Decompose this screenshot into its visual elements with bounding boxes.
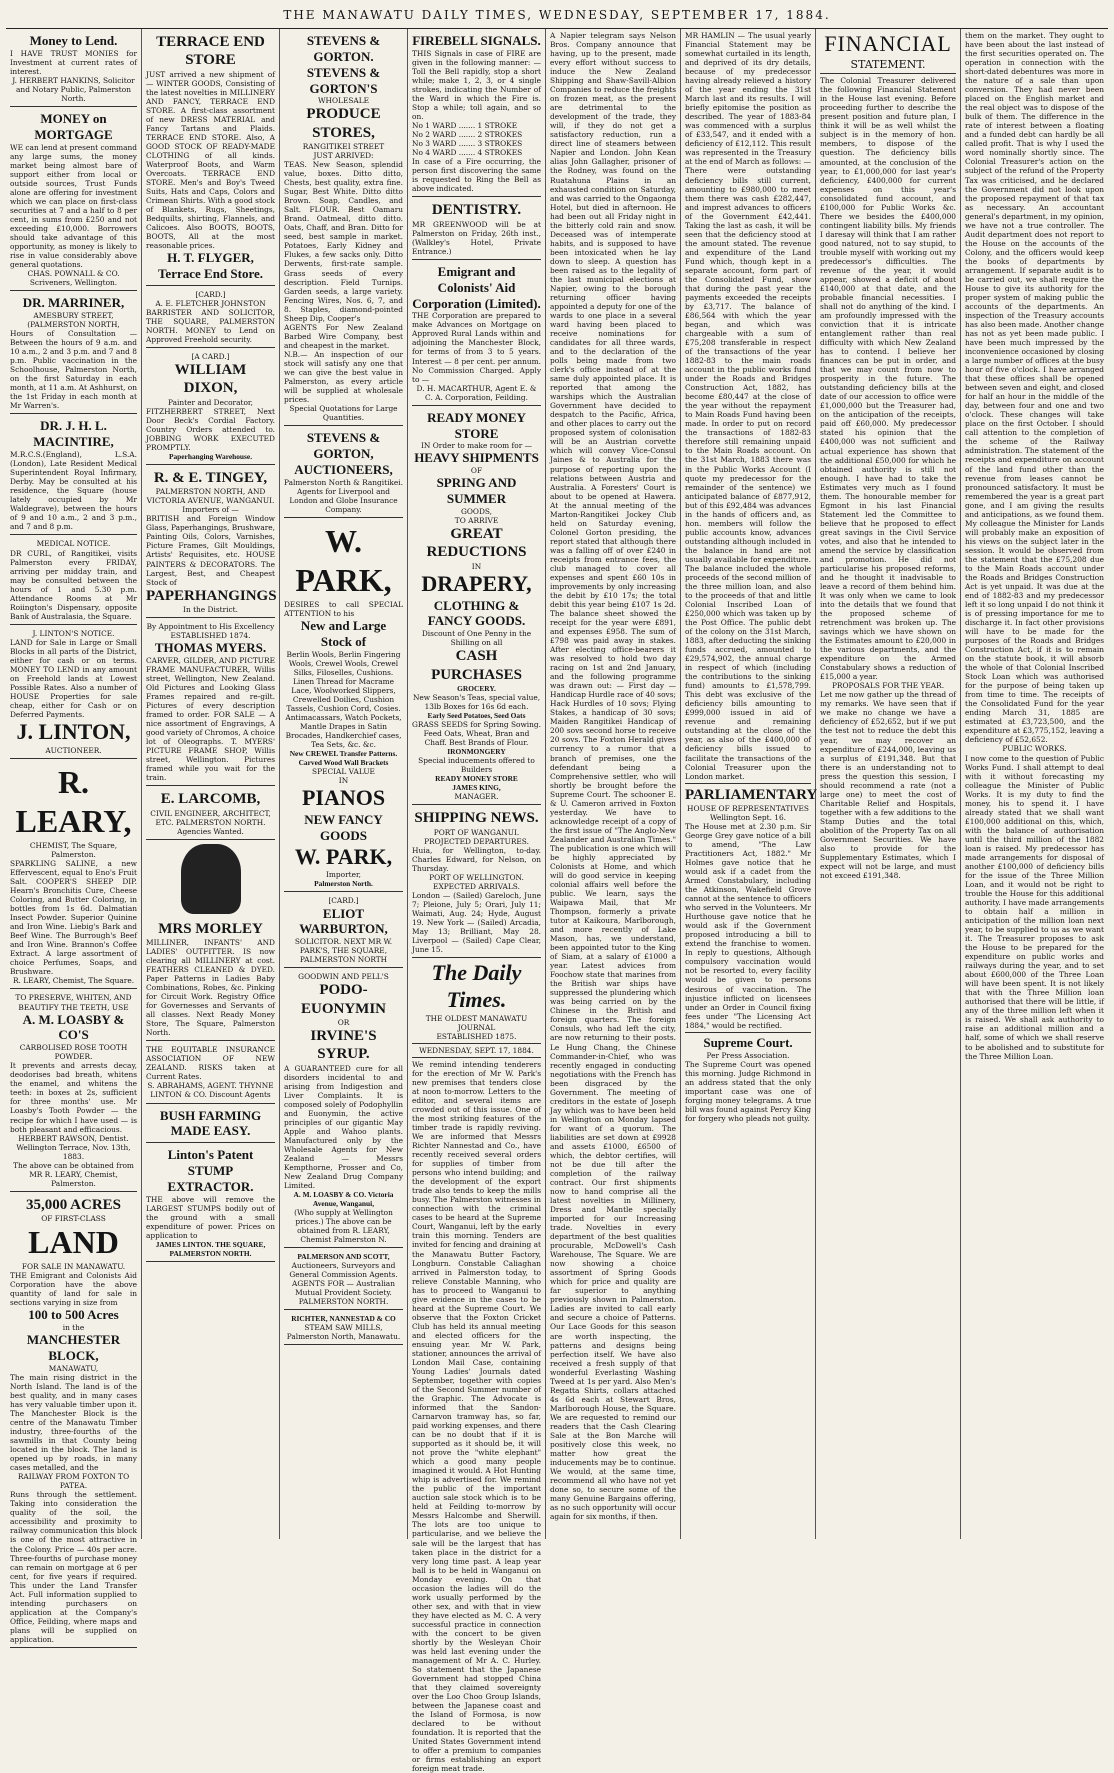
ad-title: TERRACE END STORE bbox=[156, 34, 265, 69]
divider bbox=[412, 1043, 541, 1044]
ad-text: THE EQUITABLE INSURANCE ASSOCIATION OF NEW ZEALAND. RISKS taken at Current Rates. bbox=[146, 1045, 275, 1082]
ad-title: Linton's Patent STUMP EXTRACTOR. bbox=[167, 1147, 254, 1194]
financial-title: FINANCIAL bbox=[824, 31, 952, 56]
ad-podo-euonymin bbox=[284, 970, 403, 1248]
ad-title: PODO-EUONYMIN bbox=[301, 982, 386, 1017]
ad-in: IN bbox=[471, 561, 482, 571]
ad-drapery: DRAPERY, bbox=[421, 570, 532, 596]
ward-line: No 4 WARD ....... 4 STROKES bbox=[412, 148, 523, 158]
ad-text: THE Corporation are prepared to make Advances on Mortgage on Approved Rural Lands within and adjoining the Manchester Block, for terms of from 3 to 5 years. Interest — 8 per cent. per annum. No Commission Charged. Apply to — bbox=[412, 311, 541, 384]
ad-larcomb bbox=[146, 788, 275, 839]
ad-firebell-signals bbox=[412, 31, 541, 197]
divider bbox=[412, 1057, 541, 1058]
ad-text: BRITISH and Foreign Window Glass, Paperhangings, Brushware, Painting Oils, Colors, Varnishes, Picture Frames, Gilt Mouldings, Artists' Requisites, etc. HOUSE PAINTERS & DECORATORS. The Largest, Best, and Cheapest Stock of bbox=[146, 514, 275, 587]
ad-title: THOMAS MYERS. bbox=[154, 640, 267, 655]
editorial bbox=[412, 960, 541, 1773]
ad-subtitle: CHEMIST, The Square, Palmerston. bbox=[29, 840, 118, 860]
ward-line: No 3 WARD ....... 3 STROKES bbox=[412, 139, 523, 149]
ad-discount: Discount of One Penny in the Shilling on all bbox=[421, 629, 532, 648]
ad-text: STEAM SAW MILLS, Palmerston North, Manawatu. bbox=[286, 1323, 401, 1342]
ad-stores: PRODUCE STORES, bbox=[306, 106, 381, 141]
ad-eliot-warburton bbox=[284, 894, 403, 968]
ad-title: FIREBELL SIGNALS. bbox=[412, 33, 541, 48]
ad-stump-extractor bbox=[146, 1145, 275, 1262]
ad-iron-text: Special inducements offered to Builders bbox=[418, 756, 535, 775]
parliamentary-title: PARLIAMENTARY bbox=[685, 786, 818, 803]
expected-arrivals: EXPECTED ARRIVALS. bbox=[433, 881, 520, 891]
ad-appointment: By Appointment to His Excellency bbox=[146, 621, 275, 631]
ad-wood: Carved Wood Wall Brackets bbox=[298, 757, 389, 767]
ad-text: Auctioneers, Surveyors and General Commission Agents. AGENTS FOR — Australian Mutual Provident Society. PALMERSTON NORTH. bbox=[289, 1261, 398, 1307]
ad-text: A GUARANTEED cure for all disorders incidental to and arising from Indigestion and Liver Complaints. It is composed solely of Podophyllin and Euonymin, the active principles of our gigantic May Apple and Wahoo plants. Manufactured only by the Wholesale Agents for New Zealand — Messrs Kempthorne, Prosser and Co, New Zealand Drug Company Limited. bbox=[284, 1063, 403, 1190]
ad-more: The main rising district in the North Island. The land is of the best quality, and in many cases has very valuable timber upon it. The Manchester Block is the centre of the Manawatu Timber industry, three-fourths of the sawmills in that County being located in the block. The land is opened up by roads, in many cases metalled, and the bbox=[10, 1372, 137, 1473]
ad-of: OF bbox=[470, 466, 483, 476]
ad-paperhangings: PAPERHANGINGS bbox=[146, 587, 277, 604]
ad-emigrant-corporation bbox=[412, 262, 541, 406]
ad-text: TEAS. New Season, splendid value, boxes. Ditto ditto, Chests, best quality, extra fine. Sugar, Best White. Ditto ditto Brown. Soap, Candles, and Salt. FLOUR. Best Oamaru Brand. Oatmeal, ditto ditto. Oats, Chaff, and Bran. Ditto for seed, best sample in market. Potatoes, Early Kidney and Flukes, a few sacks only. Ditto Derwents, first-rate sample. Grass seeds of every description. Field Turnips. Garden seeds, a large variety. Fencing Wires, Nos. 6, 7, and 8. Staples, diamond-pointed Sheep Dip, Cooper's bbox=[284, 160, 403, 323]
ad-note: N.B.— An inspection of our stock will satisfy any one that we can give the best value in Palmerston, as every article will be supplied at wholesale prices. bbox=[284, 349, 403, 404]
port-heading: PORT OF WANGANUI. bbox=[433, 827, 520, 837]
ad-text: Agencies Wanted. bbox=[177, 826, 244, 836]
ad-name: A. M. LOASBY & CO'S bbox=[22, 1011, 125, 1043]
ad-in: in the bbox=[62, 1323, 85, 1333]
ad-money-on-mortgage bbox=[10, 109, 137, 291]
supreme-court-subtitle: Per Press Association. bbox=[706, 1050, 790, 1060]
ad-heavy: HEAVY SHIPMENTS bbox=[414, 450, 539, 466]
supreme-court-title: Supreme Court. bbox=[703, 1034, 793, 1050]
ad-signature: S. ABRAHAMS, AGENT. THYNNE LINTON & CO. Discount Agents bbox=[147, 1081, 274, 1100]
ad-manager: MANAGER. bbox=[454, 792, 499, 802]
column-7 bbox=[816, 29, 961, 1539]
shipping-news bbox=[412, 807, 541, 958]
ad-goods: GOODS, bbox=[460, 507, 493, 517]
ad-tooth-powder bbox=[10, 991, 137, 1191]
public-works-text: I now come to the question of Public Works Fund. I shall attempt to deal with it without forecasting my colleague the Minister of Public Works. It is my duty to find the money, his to spend it. I have already stated that we shall want £100,000 additional on this, which, with the balance of authorisation until the third million of the 1882 loan is raised. My predecessor has made arrangements for disposal of another £100,000 of deficiency bills for the issue of the Three Million Loan, and it would not be right to trouble the House for this additional authority. I have made arrangements to obtain half a million in anticipation of the million loan next year, to be supplied to us as we want it. The Treasurer proposes to ask the House to be prepared for the expenditure on public works and railways during the year, and to set about £600,000 of the Three Loan will have been spent. It is not likely that with the Three Million loan authorised that there will be little, if any of the three million left when it is raised. We shall ask authority to raise an additional million and a half, some of which we shall reserve to be abolished and to substitute for the Three Million Loan. bbox=[965, 753, 1104, 1061]
ad-text: THE above will remove the LARGEST STUMPS bodily out of the ground with a small expenditure of power. Prices on application to bbox=[146, 1194, 275, 1240]
ad-cash: CASH PURCHASES bbox=[431, 648, 522, 683]
financial-text: The Colonial Treasurer delivered the following Financial Statement in the House last evening. Before proceeding further to describe the present position and future plan, I think it will be as well whilst the subject is in the memory of hon. members, to dispose of the question. The deficiency bills amounted, at the conclusion of the year, to £1,000,000 for last year's deficiency, £400,000 for current expenses on this year's consolidated fund account, and £100,000 for Public Works &c. There we besides the £400,000 contingent liability bills. My friends I daresay will think that I am rather good natured, not to say stupid, to trouble myself with working out my predecessor's difficulties. The revenue of the year, it would appear, showed a deficit of about £140,000 at that date, and the probable financial necessities. I shall not do anything of the kind. I am profoundly impressed with the conviction that it is intricate entanglement rather than real difficulty with which New Zealand has to contend. I believe her finances can be put in order, and that we may count from now to prosperity in the future. The outstanding deficiency bills at the date of our accession to office were £1,000,000 but the Treasurer had, on the anticipation of the receipts, paid off £60,000. My predecessor stated his opinion that the £400,000 was not sufficient and actual experience has shown that the additional £50,000 for which he obtained authority is still not enough. I have had to take the Estimates very much as I found them. The honourable member for Egmont in his last Financial Statement led the Committee to believe that he proposed to effect great savings in the Civil Service votes, and also that he intended to amend the service by classification and promotion. He did not particularise his proposed reforms, and he thought it inadvisable to leave a record of them behind him. It was only when we came to look into the details that we found that the proposed scheme of retrenchment was broken up. The savings which we have shown on the Estimates amount to £20,000 in the various departments, and the expenditure on the Armed Constabulary shows a reduction of £15,000 a year. bbox=[820, 76, 956, 682]
columns bbox=[6, 29, 1108, 1773]
ad-equitable-insurance bbox=[146, 1043, 275, 1103]
ad-rms: READY MONEY STORE bbox=[435, 774, 518, 784]
ad-r-leary bbox=[10, 761, 137, 990]
ad-title: MEDICAL NOTICE. bbox=[36, 539, 111, 549]
ad-thomas-myers bbox=[146, 620, 275, 786]
financial-text: MR HAMLIN — The usual yearly Financial Statement may be somewhat curtailed in its length, and deprived of its dry details, because of my predecessor having already relieved a history of the year ending the 31st March last and its results. I will briefly epitomise the position as described. The year of 1883-84 was commenced with a surplus of £33,547, and it ended with a deficiency of £12,112. This result was represented in the Treasury at the end of March as follows: — There were outstanding deficiency bills still current, amounting to £980,000 to meet them there was cash £282,447, and imprest advances to officers of the Government £42,441. Taking the last as cash, it will be seen that the deficiency stood at the amount stated. The revenue and expenditure of the Land Fund which, though kept in a separate account, form part of the Consolidated Fund, show that during the past year the payments exceeded the receipts by £3,717. The balance of £86,564 with which the year began, and which was chargeable with a sum of £75,208 transferable in respect of the transactions of the year 1882-83 to the main roads account in the public works fund under the Roads and Bridges Construction Act, 1882, has become £80,447 at the close of the year without the repayment to Main Roads Fund having been made. In order to put on record the transactions of 1882-83 therefore still remaining unpaid to the Main Roads account. On the 31st March, 1883 there was in the Public Works Account (I quote my predecessor for the remainder of the sentence) we anticipated balance of £877,912, but of this £92,484 was advances in the hands of officers and, as hon. members will follow the public accounts know, advances outstanding although included in the balance in hand are not usually available for expenditure. The balance included the whole proceeds of the second million of the three million loan, and also to the proceeds of that and little Colonial Inscribed Loan of £250,000 which was taken up by the Post Office. The public debt of the colony on the 31st March, 1883, after deducting the sinking funds accrued, amounted to £29,574,902, the annual charge in respect of which (including the contributions to the sinking fund) amounts to £1,578,799. This debt was exclusive of the deficiency bills amounting to £999,000 issued in aid of revenue and remaining outstanding at the close of the year, as also of the £400,000 of deficiency bills issued to facilitate the transactions of the Colonial Treasurer upon the London market. bbox=[685, 31, 811, 781]
shipping-text: Huia, for Wellington, to-day. Charles Edward, for Nelson, on Thursday. bbox=[412, 845, 541, 873]
column-3 bbox=[280, 29, 408, 1539]
ad-spring: SPRING AND SUMMER bbox=[436, 475, 517, 507]
ad-land: LAND bbox=[28, 1224, 119, 1261]
column-4 bbox=[408, 29, 546, 1773]
financial-subtitle: STATEMENT. bbox=[850, 57, 926, 71]
ad-title: DR. MARRINER, bbox=[22, 295, 125, 311]
ad-subtitle: AUCTIONEERS, bbox=[294, 461, 393, 477]
ad-title: MONEY on MORTGAGE bbox=[34, 111, 113, 142]
ad-land-for-sale bbox=[10, 1194, 137, 1648]
divider bbox=[685, 1032, 811, 1033]
ad-footer: The above can be obtained from MR R. LEARY, Chemist, Palmerston. bbox=[13, 1160, 134, 1188]
ad-card: [CARD.] bbox=[328, 896, 359, 906]
ad-subtitle: CARBOLISED ROSE TOOTH POWDER. bbox=[19, 1043, 128, 1062]
ad-heading: TO PRESERVE, WHITEN, AND BEAUTIFY THE TEETH, USE bbox=[15, 993, 132, 1012]
paper-subtitle: THE OLDEST MANAWATU JOURNAL bbox=[425, 1013, 528, 1032]
ad-clothing: CLOTHING & FANCY GOODS. bbox=[427, 597, 526, 629]
ad-new: New and Large Stock of bbox=[300, 617, 387, 649]
ad-subtitle: AMESBURY STREET, (PALMERSTON NORTH, bbox=[27, 311, 120, 330]
ad-signature: D. H. MACARTHUR, Agent E. & C. A. Corporation, Feilding. bbox=[416, 383, 537, 402]
ad-title-2: STEVENS & GORTON'S bbox=[306, 64, 381, 96]
hand-illustration bbox=[181, 844, 241, 914]
ad-subtitle: AUCTIONEER. bbox=[45, 745, 102, 755]
parliamentary-place: Wellington Sept. 16. bbox=[709, 812, 787, 822]
ad-importer: Importer, bbox=[325, 870, 362, 880]
ad-text: BARRISTER AND SOLICITOR, THE SQUARE, PALMERSTON NORTH. MONEY to Lend on Approved Freehold security. bbox=[146, 308, 275, 345]
ad-text: Hours of Consultation — Between the hours of 9 a.m. and 10 a.m., 2 and 3 p.m. and 7 and 8 p.m. Public vaccination in the Schoolhouse, Palmerston North, on the first Saturday in each month, at 11 a.m. At Ashhurst, on the 1st Friday in each month at Mr Warren's. bbox=[10, 329, 137, 411]
ad-place: MANAWATU, bbox=[48, 1363, 99, 1373]
divider bbox=[820, 73, 956, 74]
ad-great: GREAT REDUCTIONS bbox=[426, 526, 527, 561]
ad-note: (Who supply at Wellington prices.) The above can be obtained from R. LEARY, Chemist Palmerston N. bbox=[294, 1208, 393, 1245]
ad-in: IN bbox=[338, 776, 349, 786]
ad-dentistry bbox=[412, 199, 541, 259]
ad-title: E. LARCOMB, bbox=[160, 791, 261, 808]
ad-palmerson-scott bbox=[284, 1250, 403, 1310]
section-title: SHIPPING NEWS. bbox=[414, 810, 539, 827]
ad-grocery: GROCERY. bbox=[457, 683, 496, 693]
ad-title: W. PARK, bbox=[295, 522, 392, 598]
ad-location: Palmerston North. bbox=[314, 879, 373, 889]
ad-title: BUSH FARMING MADE EASY. bbox=[159, 1107, 262, 1139]
ad-stevens-gorton-auctioneers bbox=[284, 428, 403, 518]
ad-signature: R. LEARY, Chemist, The Square. bbox=[12, 976, 135, 986]
ad-text: M.R.C.S.(England), L.S.A. (London), Late Resident Medical Superintendent Royal Infirmary, Derby. May be consulted at his residence, the Square (house lately occupied by Mr Waldegrave), between the hours of 9 and 10 a.m., 2 and 3 p.m., and 7 and 8 p.m. bbox=[10, 450, 137, 532]
ward-line: No 1 WARD ....... 1 STROKE bbox=[412, 121, 518, 131]
ad-signature: J. HERBERT HANKINS, Solicitor and Notary Public, Palmerston North. bbox=[12, 75, 135, 104]
news-text: A Napier telegram says Nelson Bros. Company announce that having, up to the present, made every effort without success to induce the New Zealand Shipping and Shaw-Savill-Albion Companies to reduce the freights on frozen meat, as the present are detrimental to the development of the trade, they will, if they do not get a satisfactory reduction, run a direct line of steamers between Napier and London. John Kean alias John Gallagher, prisoner of the Rodney, was found on the Ruatahuna Plains in an exhausted condition on Saturday, and was carried to the Ongaonga Hotel, but died in afternoon. He had been out all Friday night in the bitterly cold rain and snow. Deceased was of intemperate habits, and is supposed to have been intoxicated when he lay down to sleep. A question has been raised as to the legality of the last municipal elections at Napier, owing to the borough returning officer having appointed a deputy for one of the wards to one place in a several ward having been placed to receive nominations for candidates for all three wards, and to the declaration of the polls being made from two clerk's office instead of at the same duly appointed place. It is reported that among the warships which the Australian Government have decided to despatch to the Pacific, Africa, and other places to carry out the proposed system of colonisation will be an Austrian corvette which will convey Vice-Consul Jaines & to Australia for the purpose of reporting upon the relations between Austria and Australia. A Foresters' Court is about to be opened at Hawera. At the annual meeting of the Marton-Rangitikei Jockey Club held on Saturday evening, Colonel Gorton presiding, the report stated that although there was a falling off of over £240 in receipts from entrance fees, the club managed to cover all expenses and spent £60 10s in improvements by only increasing the debit by £10 17s; the total debit this year being £107 1s 2d. The balance sheet showed the receipt for the year were £891, and expenses £958. The sum of £798 was paid away in stakes. After electing office-bearers it was resolved to hold two day racing on 1st and 2nd January, and the following programme was drawn out: — First day — Handicap Hurdle race of 40 sovs; Hack Hurdles of 10 sovs; Flying Stakes, a handicap of 30 sovs; Maiden Rangitikei Handicap of 200 sovs second horse to receive 20 sovs. The Foxton Herald gives currency to a rumor that a branch of premises, one the defendant being a Comprehensive settler, who will shortly be brought before the Supreme Court. The schooner E. & U. Cameron arrived in Foxton yesterday. We have to acknowledge receipt of a copy of the first issue of "The Anglo-New Zealander and Australian Times." The publication is one which will be highly appreciated by Colonists at Home, and which will do good service in keeping colonial affairs well before the public. We learn, says the Waipawa Mail, that Mr Thompson, formerly a private tutor at Kaikoura, Marlborough, and more recently of Lake Mason, has, we understand, been appointed tutor to the King of Siam, at a salary of £1000 a year. Latest advices from Foochow state that marines from the British war ships have suppressed the plundering which was being carried on by the Chinese in the British and foreign quarters. The foreign Consuls, who had left the city, are now returning to their posts. Le Hung Chang, the Chinese Commander-in-Chief, who was recently engaged in conducting negotiations with the French has been disgraced by the Government. The meeting of creditors in the estate of Joseph Jay which was to have been held in Wellington on Monday lapsed for want of a quorum. The liabilities are set down at £9928 and assets £1000, £6500 of which, the debtor certifies, will not be due till after the completion of the railway contract. Our first shipments now to hand comprise all the latest novelties in Millinery, Dress and Mantle specially imported for our Increasing trade. Novelties in every department of the best qualities procurable, McDowell's Cash Warehouse, The Square. We are now showing a choice assortment of Spring Goods which for price and quality are far superior to anything previously shown in Palmerston. Ladies are invited to call early and secure a choice of Patterns. Our Lace Goods for this season are worth inspecting, the patterns and designs being perfection itself. We have also received a fresh supply of that wonderful Everlasting Washing Tweed at 1s per yard. Also Men's Regatta Shirts, collars attached 4s 6d each at Stewart Bros, Marlborough House, the Square. We are requested to remind our readers that the Cash Clearing Sale at the Bon Marche will positively close this week, no matter how great the inducements may be to continue. We would, at the same time, recommend all who have not yet done so, to secure some of the many Genuine Bargains offering, as no such opportunity will occur again for six months, if then. bbox=[550, 31, 676, 1522]
ad-arrived: JUST ARRIVED: bbox=[313, 151, 374, 161]
ad-title: Emigrant and Colonists' Aid Corporation (Limited). bbox=[412, 263, 541, 311]
ad-fletcher-johnston bbox=[146, 288, 275, 348]
column-1 bbox=[6, 29, 142, 1644]
ad-title: J. LINTON'S NOTICE. bbox=[32, 628, 115, 638]
public-works-title: PUBLIC WORKS. bbox=[1002, 744, 1067, 754]
ad-agents: AGENTS For New Zealand Barbed Wire Company, best and cheapest in the market. bbox=[284, 322, 403, 350]
port-heading-2: PORT OF WELLINGTON. bbox=[429, 872, 524, 882]
ad-title: READY MONEY STORE bbox=[427, 409, 526, 441]
ad-title: RICHTER, NANNESTAD & CO bbox=[291, 1314, 396, 1324]
ad-title: ELIOT WARBURTON, bbox=[299, 905, 388, 937]
ad-list: New Season's Teas, special value, 13lb Boxes for 16s 6d each. bbox=[412, 692, 541, 711]
ad-text: CARVER, GILDER, AND PICTURE FRAME MANUFACTURER, Willis street, Wellington, New Zealand. Old Pictures and Looking Glass Frames repaired and re-gilt. Pictures of every description framed to order. FOR SALE — A nice assortment of Engravings, A good variety of Chromos, A choice lot of Oleographs. T. MYERS' PICTURE FRAME SHOP, Willis street, Wellington. Pictures framed while you wait for the train. bbox=[146, 655, 275, 783]
ad-title: 35,000 ACRES bbox=[25, 1196, 122, 1213]
column-5 bbox=[546, 29, 681, 1539]
ad-w-park bbox=[284, 520, 403, 893]
ad-end: Runs through the settlement. Taking into consideration the quality of the soil, the accessibility and proximity to railway communication this block is one of the most attractive in the Colony. Price — 40s per acre. Three-fourths of purchase money can remain on mortgage at 6 per cent, for five years if required. This under the Land Transfer Act. Full information supplied to intending purchasers on application at the Company's Office, Feilding, where maps and plans will be supplied on application. bbox=[10, 1490, 137, 1644]
ad-dr-marriner bbox=[10, 293, 137, 414]
ad-mrs-morley bbox=[146, 918, 275, 1042]
ad-signature: CHAS. POWNALL & CO. Scriveners, Wellington. bbox=[27, 269, 120, 288]
ad-street: RANGITIKEI STREET bbox=[302, 142, 385, 152]
ad-text: WE can lend at present command any large sums, the money market being almost bare of support either from local or outside sources, Trust Funds alone are offering for investment which we can place on first-class securities at 7 and a half to 8 per cent, in sums from £250 and not exceeding £10,000. Borrowers should take advantage of this opportunity, as money is likely to rise in value considerably above general quotations. bbox=[10, 142, 137, 270]
ad-district: In the District. bbox=[183, 604, 238, 614]
ad-railway: RAILWAY FROM FOXTON TO PATEA. bbox=[17, 1472, 130, 1491]
parliamentary-text: The House met at 2.30 p.m. Sir George Grey gave notice of a bill to amend, "The Law Practitioners Act, 1882." Mr Holmes gave notice that he would ask if a cadet from the Armed Constabulary, including the Atkinson, Wakefield Grove cannot at the sentence to officers who served in the Volunteers. Mr Hurthouse gave notice that he would ask if the Government proposed introducing a bill to extend the franchise to women. In reply to questions, Although compulsory vaccination would not be resorted to, every facility would be given to persons desirous of vaccination. The injustice inflicted on licensees under an Order in Council fixing fees under "The Licensing Act 1884," would be rectified. bbox=[685, 821, 811, 1030]
ad-subtitle: OF FIRST-CLASS bbox=[41, 1214, 106, 1224]
ad-block: MANCHESTER BLOCK, bbox=[26, 1332, 121, 1364]
ad-subtitle: PALMERSTON NORTH, AND VICTORIA AVENUE, WANGANUI. bbox=[146, 487, 275, 506]
ward-line: No 2 WARD ....... 2 STROKES bbox=[412, 130, 523, 140]
ad-seed: Early Seed Potatoes, Seed Oats bbox=[427, 711, 526, 721]
ad-range: 100 to 500 Acres bbox=[28, 1307, 119, 1323]
column-6 bbox=[681, 29, 816, 1539]
ad-title: Money to Lend. bbox=[29, 33, 118, 48]
projected-departures: PROJECTED DEPARTURES. bbox=[424, 836, 529, 846]
ad-text: Palmerston North & Rangitikei. Agents for Liverpool and London and Globe Insurance Company. bbox=[284, 477, 403, 514]
ad-text: I HAVE TRUST MONIES for Investment at current rates of interest. bbox=[10, 48, 137, 76]
ad-title: A. E. FLETCHER JOHNSTON bbox=[155, 298, 266, 308]
ad-footer: Paperhanging Warehouse. bbox=[168, 451, 253, 461]
column-8 bbox=[961, 29, 1108, 1539]
ad-name: R. LEARY, bbox=[15, 763, 132, 839]
ad-crewel: New CREWEL Transfer Patterns. bbox=[289, 748, 398, 758]
ad-name: J. LINTON, bbox=[16, 719, 131, 745]
proposals-title: PROPOSALS FOR THE YEAR. bbox=[831, 681, 945, 691]
ad-ready-money-store bbox=[412, 408, 541, 806]
ad-title: WILLIAM DIXON, bbox=[174, 362, 247, 397]
ad-title: DENTISTRY. bbox=[431, 202, 522, 219]
parliamentary-subtitle: HOUSE OF REPRESENTATIVES bbox=[687, 803, 809, 813]
ad-linton-notice bbox=[10, 627, 137, 759]
ad-subtitle: Painter and Decorator, bbox=[168, 397, 253, 407]
ad-importers: Importers of — bbox=[182, 505, 239, 515]
ad-established: ESTABLISHED 1874. bbox=[170, 630, 251, 640]
ad-or: OR bbox=[337, 1017, 350, 1027]
paper-date: WEDNESDAY, SEPT. 17, 1884. bbox=[419, 1045, 534, 1055]
ad-william-dixon bbox=[146, 350, 275, 465]
ad-text: DR CURL, of Rangitikei, visits Palmerston every FRIDAY, arriving per midday train, and may be consulted between the hours of 1 and 5.30 p.m. Attendance Rooms at Mr Roiington's Dispensary, opposite Bank of Australasia, the Square. bbox=[10, 548, 137, 621]
ad-text: LAND for Sale in Large or Small Blocks in all parts of the District, either for cash or on terms. MONEY TO LEND in any amount on Freehold lands at Lowest Possible Rates. Also a number of HOUSE Properties for sale cheap, either for Cash or on Deferred Payments. bbox=[10, 637, 137, 720]
financial-text-cont: them on the market. They ought to have been about the last instead of the first securities operated on. The operation in connection with the short-dated debentures was more in the nature of a sale than upon conversion. They had never been placed on the English market and the real object was to dispose of the bulk of them. The difference in the rate of interest between a floating and a funded debt can hardly be all called profit. That is why I used the word nominally shortly since. The Colonial Treasurer's action on the subject of the refund of the Property Tax was criticised, and he declared the Government did not look upon the proposed repayment of that tax as necessary. An accountant general's department, in my opinion, we have not a true controller. The Audit department does not report to the House on the accounts of the Colony, and the officers would keep the books of departments by arrangement. If separate audit is to be carried out, we shall require the House to give its authority for the proper system of making public the accounts of the departments. An inspection of the Treasury accounts has also been made. Another change has not as yet been made public. I have been much impressed by the inconvenience occasioned by closing a large number of offices at the busy hour of five o'clock. I have arranged that these offices shall be opened between seven and eight, and closed for half an hour in the middle of the day, between four and one and two o'clock. These changes will take place on the first October. I should call attention to the completion of the scheme of the Railway administration. The statement of the receipts and expenditure on account of the land fund other than the revenue from leases cannot be pronounced satisfactory. It must be remembered the year is a great part gone, and I am giving the results and anticipations, as we found them. My colleague the Minister for Lands will probably make an exposition of his views on the subject later in the session. It would be observed from the statement that the £75,208 due to the Main Roads account under the Roads and Bridges Construction Act is yet unpaid. It was due at the end of 1882-83 and my predecessor left it so long unpaid I do not think it is of pressing importance for me to discharge it. In fact other provisions will have to be made for the purposes of the Roads and Bridges Construction Act, if it is to remain on the statute book, it will absorb the whole of that Colonial Inscribed Stock Loan which was authorised for the purpose of being taken up from time to time. The receipts of the Consolidated Fund for the year ending March 31, 1885 are estimated at £3,723,500, and the expenditure at £3,775,152, leaving a deficiency of £52,652. bbox=[965, 31, 1104, 745]
ad-medical-notice bbox=[10, 537, 137, 624]
ad-list: Berlin Wools, Berlin Fingering Wools, Crewel Wools, Crewel Silks, Filoselles, Cushions. Linen Thread for Macrame Lace, Woolworked Slippers, Crewelled Doilies, Cushion Tassels, Cushion Cord, Cosies. Antimacassars, Watch Pockets, Mantle Drapes in Satin Brocades, Handkerchief cases, Tea Sets, &c. &c. bbox=[285, 649, 402, 749]
ad-signature: HERBERT RAWSON, Dentist. Wellington Terrace, Nov. 13th, 1883. bbox=[16, 1133, 131, 1161]
ad-stevens-gorton-stores bbox=[284, 31, 403, 426]
ad-pianos: PIANOS bbox=[301, 785, 386, 811]
ad-subtitle: WHOLESALE bbox=[317, 96, 370, 106]
ad-ironmongery: IRONMONGERY bbox=[447, 747, 506, 757]
ad-money-to-lend bbox=[10, 31, 137, 107]
ad-subtitle: CIVIL ENGINEER, ARCHITECT, ETC. PALMERSTON NORTH. bbox=[150, 808, 271, 827]
ad-text: SPARKLING SALINE, a new Effervescent, equal to Eno's Fruit Salt. COOPER'S SHEEP DIP. Hearn's Bronchitis Cure, Cheese Coloring, and Butter Coloring, in bottles from 1s 6d. Dalmatian Insect Powder. Superior Quinine and Iron Wine. Liebig's Bark and Beef Wine. The Burrough's Beef and Iron Wine. Brannon's Coffee Extract. A large assortment of choice Perfumes, Soaps, and Brushware. bbox=[10, 859, 137, 977]
paper-established: ESTABLISHED 1875. bbox=[436, 1031, 517, 1041]
ad-title: DR. J. H. L. MACINTIRE, bbox=[33, 418, 114, 450]
ad-text: THE Emigrant and Colonists Aid Corporation have the above quantity of land for sale in sections varying in size from bbox=[10, 1271, 137, 1308]
ad-fancy: NEW FANCY GOODS bbox=[304, 811, 383, 843]
supreme-court-text: The Supreme Court was opened this morning. Judge Richmond in an address stated that the only important case was one of forging money telegrams. A true bill was found against Percy King for forgery who pleads not guilty. bbox=[685, 1059, 811, 1123]
ad-signature: JAMES LINTON. THE SQUARE, PALMERSTON NORTH. bbox=[155, 1239, 266, 1258]
ad-text: JUST arrived a new shipment of — WINTER GOODS, Consisting of the latest novelties in MILLINERY AND FANCY, TERRACE END STORE. A first-class assortment of new DRESS MATERIAL and Fancy Tartans and Plaids. TERRACE END STORE. Also, A GOOD STOCK OF READY-MADE CLOTHING of all kinds. Waterproof Boots, and Warm Overcoats. TERRACE END STORE. Men's and Boy's Tweed Suits, Hats and Caps, Colors and Crimean Shirts. With a good stock of Blankets, Rugs, Sheetings, Bedquilts, shirting, Flannels, and Calicoes. Also BOOTS, BOOTS, BOOTS, All at the most reasonable prices. bbox=[146, 69, 275, 251]
paper-title: The Daily Times. bbox=[431, 960, 522, 1012]
masthead: THE MANAWATU DAILY TIMES, WEDNESDAY, SEPTEMBER 17, 1884. bbox=[6, 8, 1108, 29]
ad-quotations: Special Quotations for Large Quantities. bbox=[289, 403, 398, 422]
ad-dr-macintire bbox=[10, 416, 137, 535]
ad-park: W. PARK, bbox=[294, 843, 393, 869]
ad-title: MRS MORLEY bbox=[158, 920, 263, 937]
ad-bush-farming bbox=[146, 1106, 275, 1144]
ad-title: PALMERSON AND SCOTT, bbox=[297, 1252, 390, 1262]
ad-king: JAMES KING, bbox=[452, 783, 501, 793]
ad-card: [A CARD.] bbox=[191, 352, 230, 362]
ad-title: R. & E. TINGEY, bbox=[153, 469, 268, 486]
ad-subtitle: IRVINE'S SYRUP. bbox=[310, 1027, 377, 1063]
shipping-text-2: London — (Sailed) Gareloch, June 7; Pleione, July 5; Orari, July 11; Waimati, Aug. 24; Hyde, August 19. New York — (Sailed) Arcadia, May 13; Brilliant, May 28. Liverpool — (Sailed) Cape Clear, June 15. bbox=[412, 890, 541, 955]
ad-tingey bbox=[146, 467, 275, 618]
ad-head: GOODWIN AND PELL'S bbox=[298, 972, 389, 982]
ad-text: FITZHERBERT STREET, Next Door Beck's Cordial Factory. Country Orders attended to. JOBBING WORK EXECUTED PROMPTLY. bbox=[146, 406, 275, 452]
ad-text: DESIRES to call SPECIAL ATTENTION to his bbox=[284, 599, 403, 618]
ad-card: [CARD.] bbox=[195, 289, 226, 299]
ad-text: THIS Signals in case of FIRE are given in the following manner: —Toll the Bell rapidly, stop a short while; make 1, 2, 3, or 4 single strokes, indicating the Number of the Ward in which the Fire is. Stop a while; toll again, and so on. bbox=[412, 48, 541, 122]
ad-grass: GRASS SEEDS for Spring Sowing. Feed Oats, Wheat, Bran and Chaff. Best Brands of Flour. bbox=[412, 720, 541, 748]
ad-terrace-end-store bbox=[146, 31, 275, 286]
ad-text: MILLINER, INFANTS' AND LADIES' OUTFITTER. IS now clearing all MILLINERY at cost. FEATHERS CLEANED & DYED. Paper Patterns in Ladies Baby Combinations, Robes, &c. Pinking for Circuit Work. Registry Office for Governesses and Servants of all classes. Next Ready Money Store, The Square, Palmerston North. bbox=[146, 937, 275, 1038]
ad-text: MR GREENWOOD will be at Palmerston on Friday, 26th inst., (Walkley's Hotel, Private Entrance.) bbox=[412, 219, 541, 256]
ad-special: SPECIAL VALUE bbox=[312, 766, 375, 776]
ad-title: STEVENS & GORTON, bbox=[306, 430, 381, 461]
ad-title: STEVENS & GORTON. bbox=[306, 33, 381, 64]
ad-richter-nannestad bbox=[284, 1312, 403, 1345]
ad-text: SOLICITOR. NEXT MR W. PARK'S, THE SQUARE, PALMERSTON NORTH bbox=[294, 937, 393, 965]
proposals-text: Let me now gather up the thread of my remarks. We have seen that if we make no change we have a deficiency of £52,652, but if we put the test not to reduce the debt this year, we may recover an expenditure of £244,000, leaving us a surplus of £191,348. But that there is an understanding not to press the question this session, I should recommend a rate (not a large one) to meet the cost of Charitable Relief and Hospitals, together with a few additions to the Stamp Duties and the total abolition of the Property Tax on all Government Securities. We have also to provide for the Supplementary Estimates, which I expect will not be large, and must not exceed £191,348. bbox=[820, 690, 956, 880]
ad-signature: H. T. FLYGER, Terrace End Store. bbox=[157, 250, 264, 282]
ad-sale: FOR SALE IN MANAWATU. bbox=[21, 1262, 126, 1272]
ad-signature: A. M. LOASBY & CO. Victoria Avenue, Wanganui, bbox=[293, 1190, 394, 1209]
divider bbox=[685, 783, 811, 784]
column-2 bbox=[142, 29, 280, 1539]
ad-footer: In case of a Fire occurring, the person first discovering the same is requested to Ring the Bell as above indicated. bbox=[412, 157, 541, 194]
ad-arrive: TO ARRIVE bbox=[454, 516, 499, 526]
editorial-text: We remind intending tenderers for the erection of Mr W. Park's new premises that tenders close at noon to-morrow. Letters to the editor, and several items are crowded out of this issue. One of the most striking features of the timber trade is rapidly reviving. We are informed that Messrs Richter Nannestad and Co., have recently received several orders for supplies of timber from persons who intend building; and the development of the export trade also tends to keep the mills busy. The Palmerston witnesses in connection with the criminal cases to be heard at the Supreme Court, Wanganui, left by the early train this morning. Tenders are invited for fencing and draining at the Manawatu Butter Factory, Longburn. Constable Caliaghan arrived in Palmerston today, to relieve Constable Manning, who has to proceed to Wanganui to give evidence in the cases to be heard at the Supreme Court. We observe that the Foxton Cricket Club has held its annual meeting and elected officers for the ensuing year. Mr W. Park, stationer, announces the arrival of London Mail Case, containing Young Ladies' Journals dated September, together with copies of the Second Summer number of the Graphic. The Advocate is informed that the Sandon-Carnarvon tramway has, so far, paid working expenses, and there can be no doubt that if it is supported as it should be, it will not prove the "white elephant" which a good many people imagined it would. A Hot Hunting whip is advertised for. We remind the public of the important auction sale stock which is to be held at Feilding to-morrow by Messrs Halcombe and Sherwill. The lots are too unique to particularise, and we believe the sale will be the largest that has taken place in the district for a very long time past. A leap year ball is to be held in Wanganui on Monday evening. On that occasion the ladies will do the work usually performed by the other sex, and with that in view they have elected as M. C. A very successful practice in connection with the concert to be given shortly by the Wesleyan Choir was held last evening under the management of Mr A. C. Hurley. So statement that the Japanese Government had stopped China that they claimed sovereignty over the Loo Choo Group Islands, between the Japanese coast and the Island of Formosa, is now declared to be without foundation. It is reported that the United States Government intend to offer a premium to companies or firms establishing an export foreign meat trade. bbox=[412, 1059, 541, 1773]
ad-text: IN Order to make room for — bbox=[421, 441, 532, 451]
ad-text: It prevents and arrests decay, deodorises bad breath, whitens the enamel, and whitens the teeth: in boxes at 2s, sufficient for three months' use. Mr Loasby's Tooth Powder — the recipe for which I have used — is both pleasant and efficacious. bbox=[10, 1061, 137, 1134]
